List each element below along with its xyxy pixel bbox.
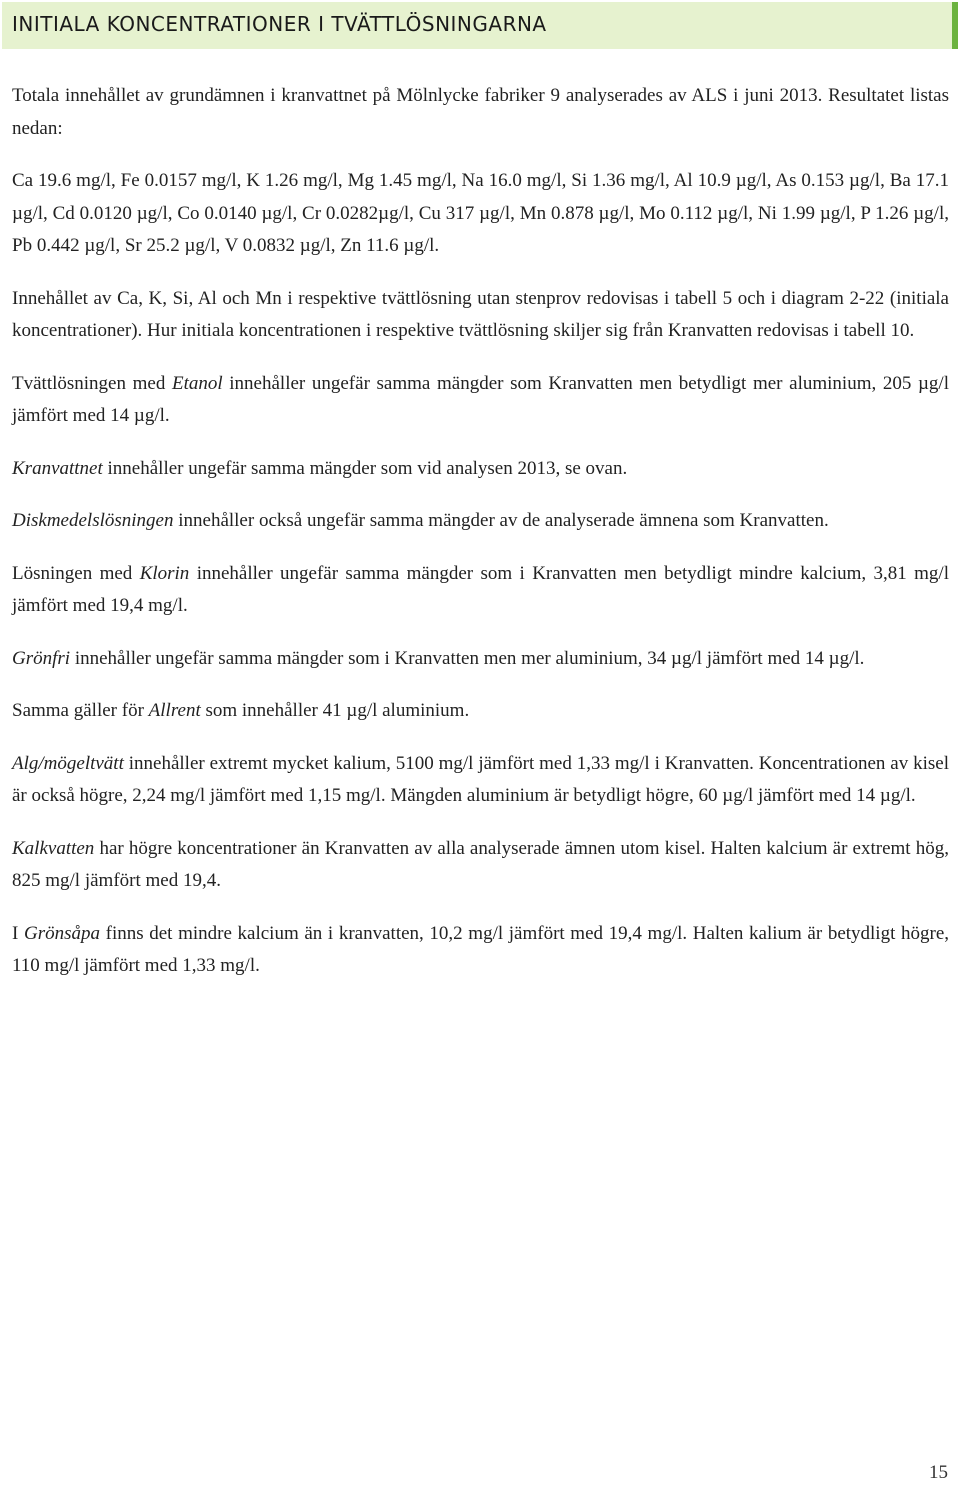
section-header [2,2,958,49]
paragraph-allrent [12,695,949,728]
solution-name-kranvattnet: Kranvattnet [12,457,103,479]
page-number: 15 [929,1462,948,1483]
text-segment: har högre koncentrationer än Kranvatten av alla analyserade ämnen utom kisel. Halten kalcium är extremt hög, 825 mg/l jämfört med 19,4. [12,837,949,891]
solution-name-etanol: Etanol [171,372,223,394]
text-segment: innehåller ungefär samma mängder som Kranvatten men betydligt mer aluminium, 205 µg/l jämfört med 14 µg/l. [12,372,949,426]
solution-name-gronfri: Grönfri [12,647,71,669]
text-segment: innehåller extremt mycket kalium, 5100 mg/l jämfört med 1,33 mg/l i Kranvatten. Koncentrationen av kisel är också högre, 2,24 mg/l jämfört med 1,15 mg/l. Mängden aluminium är betydligt högre, 60 µg/l jämfört med 14 µg/l. [12,752,949,806]
paragraph-intro: Totala innehållet av grundämnen i kranvattnet på Mölnlycke fabriker 9 analyserades av ALS i juni 2013. Resultatet listas nedan: [12,85,949,139]
text-segment: innehåller ungefär samma mängder som vid analysen 2013, se ovan. [102,457,628,479]
text-segment: som innehåller 41 µg/l aluminium. [200,700,470,721]
paragraph-table-reference: Innehållet av Ca, K, Si, Al och Mn i respektive tvättlösning utan stenprov redovisas i tabell 5 och i diagram 2-22 (initiala koncentrationer). Hur initiala koncentrationen i respektive tvättlösning skiljer sig från Kranvatten redovisas i tabell 10. [12,287,949,341]
paragraph-algmogel [12,748,949,813]
solution-name-klorin: Klorin [139,562,190,584]
solution-name-allrent: Allrent [148,700,201,721]
solution-name-diskmedel: Diskmedelslösningen [12,510,174,531]
text-segment: I [12,922,24,944]
paragraph-klorin [12,558,949,623]
paragraph-etanol [12,368,949,433]
text-segment: Samma gäller för [12,700,149,721]
text-segment: Tvättlösningen med [12,372,172,394]
text-segment: innehåller ungefär samma mängder som i Kranvatten men mer aluminium, 34 µg/l jämfört med 14 µg/l. [70,647,865,669]
paragraph-kalkvatten [12,833,949,898]
paragraph-kranvatten [12,453,949,486]
section-title: INITIALA KONCENTRATIONER I TVÄTTLÖSNINGARNA [12,12,547,36]
solution-name-kalkvatten: Kalkvatten [12,837,95,859]
solution-name-gronsapa: Grönsåpa [23,922,100,944]
text-segment: innehåller också ungefär samma mängder av de analyserade ämnena som Kranvatten. [173,510,829,531]
paragraph-diskmedel [12,505,949,538]
paragraph-gronsapa [12,918,949,983]
text-segment: finns det mindre kalcium än i kranvatten, 10,2 mg/l jämfört med 19,4 mg/l. Halten kalium är betydligt högre, 110 mg/l jämfört med 1,33 mg/l. [12,922,950,976]
text-segment: Lösningen med [12,562,140,584]
paragraph-element-list: Ca 19.6 mg/l, Fe 0.0157 mg/l, K 1.26 mg/l, Mg 1.45 mg/l, Na 16.0 mg/l, Si 1.36 mg/l, Al 10.9 µg/l, As 0.153 µg/l, Ba 17.1 µg/l, Cd 0.0120 µg/l, Co 0.0140 µg/l, Cr 0.0282µg/l, Cu 317 µg/l, Mn 0.878 µg/l, Mo 0.112 µg/l, Ni 1.99 µg/l, P 1.26 µg/l, Pb 0.442 µg/l, Sr 25.2 µg/l, V 0.0832 µg/l, Zn 11.6 µg/l. [12,170,949,256]
text-segment: innehåller ungefär samma mängder som i Kranvatten men betydligt mindre kalcium, 3,81 mg/l jämfört med 19,4 mg/l. [12,562,949,616]
solution-name-algmogeltvatt: Alg/mögeltvätt [12,752,124,774]
document-body [12,80,949,1003]
paragraph-gronfri [12,643,949,676]
